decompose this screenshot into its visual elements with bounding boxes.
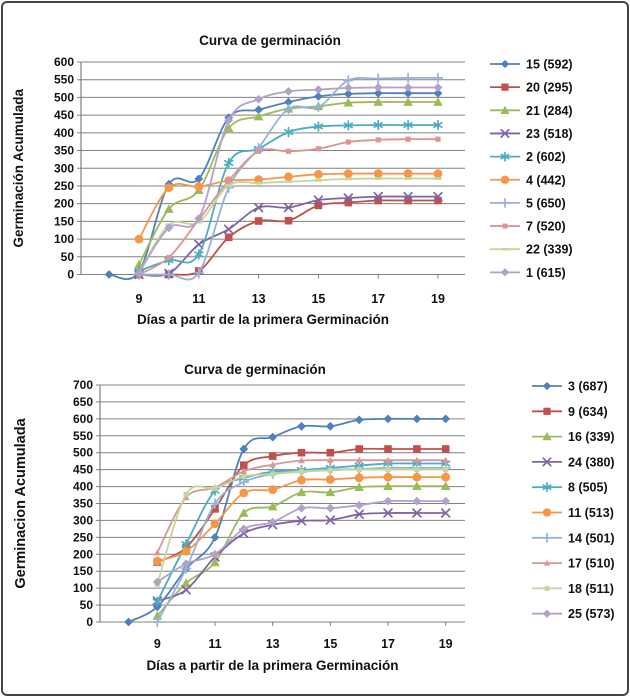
series-marker-diamond <box>355 501 364 510</box>
y-tick-label: 0 <box>86 615 93 629</box>
series-marker-sq-small <box>443 467 448 472</box>
legend-item <box>490 220 566 234</box>
y-tick-label: 50 <box>79 598 93 613</box>
x-tick-label: 11 <box>192 292 206 306</box>
x-tick-label: 19 <box>431 292 445 306</box>
legend-item <box>532 481 608 495</box>
series-15592 <box>105 89 443 279</box>
series-marker-dash <box>435 177 442 180</box>
series-marker-sq-small <box>385 467 390 472</box>
series-marker-circle <box>135 235 144 244</box>
legend-label: 11 (513) <box>568 506 614 520</box>
y-tick-label: 150 <box>72 564 93 579</box>
series-marker-sq-small <box>357 467 362 472</box>
legend-item <box>490 81 573 95</box>
series-marker-dash <box>255 182 262 185</box>
series-marker-dash <box>345 178 352 181</box>
y-tick-label: 450 <box>53 108 74 123</box>
y-tick-label: 350 <box>72 496 93 511</box>
series-marker-sq-small <box>299 469 304 474</box>
y-tick-label: 400 <box>53 125 74 140</box>
germination-chart-top-canvas <box>3 3 629 352</box>
legend-item <box>490 266 566 280</box>
series-marker-circle <box>543 508 551 516</box>
series-24380 <box>153 509 449 605</box>
legend-label: 7 (520) <box>526 219 566 234</box>
series-marker-dash <box>375 177 382 180</box>
y-tick-label: 350 <box>53 143 74 158</box>
series-marker-circle <box>374 169 383 178</box>
x-tick-label: 19 <box>438 637 453 651</box>
series-marker-square <box>384 445 392 453</box>
legend-item <box>532 557 615 571</box>
series-marker-sq-small <box>545 586 550 591</box>
series-marker-plus <box>434 74 443 83</box>
series-marker-dash <box>405 177 412 180</box>
chart-title: Curva de germinación <box>199 33 341 48</box>
legend-item <box>532 430 615 444</box>
series-marker-sq-small <box>212 486 217 491</box>
series-marker-plus <box>404 74 413 83</box>
y-gridlines <box>54 55 465 282</box>
x-tick-label: 9 <box>135 292 143 306</box>
series-marker-circle <box>344 169 353 178</box>
legend-label: 21 (284) <box>526 103 573 118</box>
series-marker-circle <box>413 473 422 482</box>
series-marker-circle <box>434 169 443 178</box>
series-marker-square <box>442 445 450 453</box>
series-marker-circle <box>182 547 191 556</box>
y-tick-label: 200 <box>72 547 93 562</box>
series-marker-sq-small <box>346 139 351 144</box>
series-marker-diamond <box>268 433 277 442</box>
series-marker-circle <box>441 473 450 482</box>
y-tick-label: 300 <box>72 513 93 528</box>
series-marker-circle <box>211 519 220 528</box>
series-marker-sq-small <box>270 471 275 476</box>
series-marker-sq-small <box>241 474 246 479</box>
series-marker-square <box>404 197 412 205</box>
series-marker-sq-small <box>316 146 321 151</box>
series-marker-diamond <box>413 497 422 506</box>
series-marker-diamond <box>404 83 413 92</box>
x-tick-label: 9 <box>153 637 161 651</box>
series-marker-diamond <box>211 533 220 542</box>
series-marker-sq-small <box>286 149 291 154</box>
series-marker-dash <box>315 179 322 182</box>
y-tick-label: 300 <box>53 161 74 176</box>
legend-label: 5 (650) <box>526 196 566 211</box>
legend-label: 23 (518) <box>526 126 573 141</box>
series-marker-diamond <box>441 497 450 506</box>
legend-item <box>490 127 573 141</box>
page-frame <box>1 1 629 696</box>
y-tick-label: 0 <box>67 267 74 282</box>
x-tick-label: 15 <box>323 637 338 651</box>
legend-label: 25 (573) <box>568 607 615 622</box>
y-tick-label: 250 <box>72 530 93 545</box>
legend-label: 14 (501) <box>568 531 615 546</box>
series-marker-circle <box>326 475 335 484</box>
legend-item <box>532 405 608 419</box>
legend-item <box>532 455 615 469</box>
y-tick-label: 550 <box>72 428 93 443</box>
series-16339 <box>153 481 451 619</box>
series-marker-diamond <box>326 422 335 431</box>
legend-label: 20 (295) <box>526 80 573 95</box>
series-marker-circle <box>501 176 509 184</box>
y-tick-label: 700 <box>72 378 93 392</box>
legend-item <box>490 104 573 118</box>
y-tick-label: 100 <box>72 581 93 596</box>
series-marker-circle <box>153 557 162 566</box>
series-marker-square <box>374 197 382 205</box>
legend-label: 16 (339) <box>568 430 615 445</box>
series-marker-square <box>413 445 421 453</box>
legend-item <box>532 506 614 520</box>
y-gridlines <box>73 378 465 629</box>
series-marker-sq-small <box>256 149 261 154</box>
legend-label: 22 (339) <box>526 242 573 257</box>
x-tick-label: 11 <box>208 637 222 651</box>
series-marker-sq-small <box>166 255 171 260</box>
legend-label: 2 (602) <box>526 150 566 165</box>
series-marker-circle <box>384 473 393 482</box>
y-tick-label: 550 <box>53 72 74 87</box>
series-marker-diamond <box>284 87 293 96</box>
series-marker-circle <box>268 485 277 494</box>
germination-chart-bottom <box>3 352 629 696</box>
series-marker-sq-small <box>406 137 411 142</box>
series-marker-circle <box>314 170 323 179</box>
series-20295 <box>135 197 442 279</box>
y-tick-label: 650 <box>72 394 93 409</box>
y-tick-label: 500 <box>72 445 93 460</box>
x-axis-label: Días a partir de la primera Germinación <box>146 658 399 673</box>
series-marker-diamond <box>441 415 450 424</box>
series-marker-diamond <box>374 83 383 92</box>
legend-label: 8 (505) <box>568 480 608 495</box>
series-marker-plus <box>374 74 383 83</box>
series-marker-diamond <box>434 83 443 92</box>
series-marker-diamond <box>254 95 263 104</box>
y-tick-label: 50 <box>60 249 74 264</box>
series-marker-sq-small <box>435 137 440 142</box>
chart-root <box>13 362 615 673</box>
series-marker-diamond <box>297 504 306 513</box>
series-marker-diamond <box>314 85 323 94</box>
series-marker-plus <box>543 534 551 542</box>
series-marker-diamond <box>124 618 133 627</box>
series-marker-diamond <box>543 610 551 618</box>
series-marker-diamond <box>501 60 509 68</box>
series-marker-x <box>225 225 233 233</box>
chart-root <box>11 33 573 327</box>
series-marker-square <box>269 452 277 460</box>
series-marker-circle <box>165 183 174 192</box>
series-marker-square <box>327 449 335 457</box>
y-tick-label: 200 <box>53 196 74 211</box>
series-marker-square <box>298 449 306 457</box>
series-marker-square <box>543 408 550 415</box>
series-marker-square <box>501 84 508 91</box>
legend <box>490 58 573 280</box>
series-marker-diamond <box>384 415 393 424</box>
series-marker-square <box>225 234 233 242</box>
legend-item <box>532 531 615 545</box>
series-marker-sq-small <box>328 468 333 473</box>
legend-item <box>490 196 566 210</box>
series-marker-diamond <box>326 504 335 513</box>
series-marker-circle <box>239 489 248 498</box>
series-marker-diamond <box>105 270 114 279</box>
series-marker-dash <box>285 180 292 183</box>
series-marker-tri-small <box>154 549 161 555</box>
y-tick-label: 450 <box>72 462 93 477</box>
x-tick-label: 17 <box>381 637 395 651</box>
y-axis-label: Germinación Acumulada <box>11 88 26 248</box>
series-marker-diamond <box>355 416 364 425</box>
series-marker-circle <box>404 169 413 178</box>
series-18511 <box>155 467 449 587</box>
legend-label: 3 (687) <box>568 379 608 394</box>
series-marker-circle <box>355 473 364 482</box>
series-marker-square <box>255 217 263 225</box>
x-tick-label: 13 <box>265 637 280 651</box>
x-axis-label: Días a partir de la primera Germinación <box>136 312 390 327</box>
series-marker-diamond <box>344 84 353 93</box>
germination-chart-top <box>3 3 629 352</box>
series-marker-sq-small <box>376 137 381 142</box>
x-tick-label: 15 <box>311 292 326 306</box>
x-ticks <box>154 622 453 651</box>
legend-label: 15 (592) <box>526 57 573 72</box>
series-marker-dash <box>502 248 509 251</box>
series-marker-diamond <box>384 497 393 506</box>
legend-label: 1 (615) <box>526 265 566 280</box>
y-axis-label: Germinacion Acumulada <box>13 418 29 589</box>
legend-item <box>532 607 615 621</box>
legend-item <box>490 243 573 257</box>
series-23518 <box>135 193 442 279</box>
legend-label: 4 (442) <box>526 173 566 188</box>
series-marker-circle <box>194 182 203 191</box>
series-marker-sq-small <box>414 467 419 472</box>
x-tick-label: 17 <box>371 292 386 306</box>
series-marker-square <box>355 445 363 453</box>
series-marker-circle <box>297 476 306 485</box>
legend-item <box>490 173 566 187</box>
x-ticks <box>136 275 445 307</box>
series-marker-plus <box>501 199 509 207</box>
series-marker-plus <box>344 76 353 85</box>
legend-item <box>532 582 614 596</box>
series-marker-dash <box>225 184 232 187</box>
y-tick-label: 100 <box>53 232 74 247</box>
legend-item <box>490 150 566 164</box>
legend-label: 9 (634) <box>568 404 608 419</box>
chart-title: Curva de germinación <box>184 362 326 377</box>
series-marker-circle <box>284 172 293 181</box>
series-marker-diamond <box>501 268 509 276</box>
y-tick-label: 600 <box>53 55 74 69</box>
series-marker-x <box>182 586 190 594</box>
y-tick-label: 600 <box>72 411 93 426</box>
legend-item <box>532 380 608 394</box>
series-marker-diamond <box>297 422 306 431</box>
legend-label: 24 (380) <box>568 455 615 470</box>
series-2602 <box>135 121 442 276</box>
series-marker-square <box>240 461 248 469</box>
series-marker-sq-small <box>503 224 508 229</box>
y-tick-label: 400 <box>72 479 93 494</box>
series-marker-sq-small <box>184 492 189 497</box>
series-marker-sq-small <box>226 178 231 183</box>
legend <box>532 380 615 622</box>
legend-label: 18 (511) <box>568 581 614 596</box>
series-marker-square <box>434 197 442 205</box>
series-marker-diamond <box>543 382 551 390</box>
x-tick-label: 13 <box>251 292 266 306</box>
legend-label: 17 (510) <box>568 556 615 571</box>
legend-item <box>490 58 573 72</box>
germination-chart-bottom-canvas <box>3 352 629 696</box>
y-tick-label: 500 <box>53 90 74 105</box>
y-tick-label: 250 <box>53 178 74 193</box>
y-tick-label: 150 <box>53 214 74 229</box>
series-marker-diamond <box>413 415 422 424</box>
series-marker-square <box>285 217 293 225</box>
